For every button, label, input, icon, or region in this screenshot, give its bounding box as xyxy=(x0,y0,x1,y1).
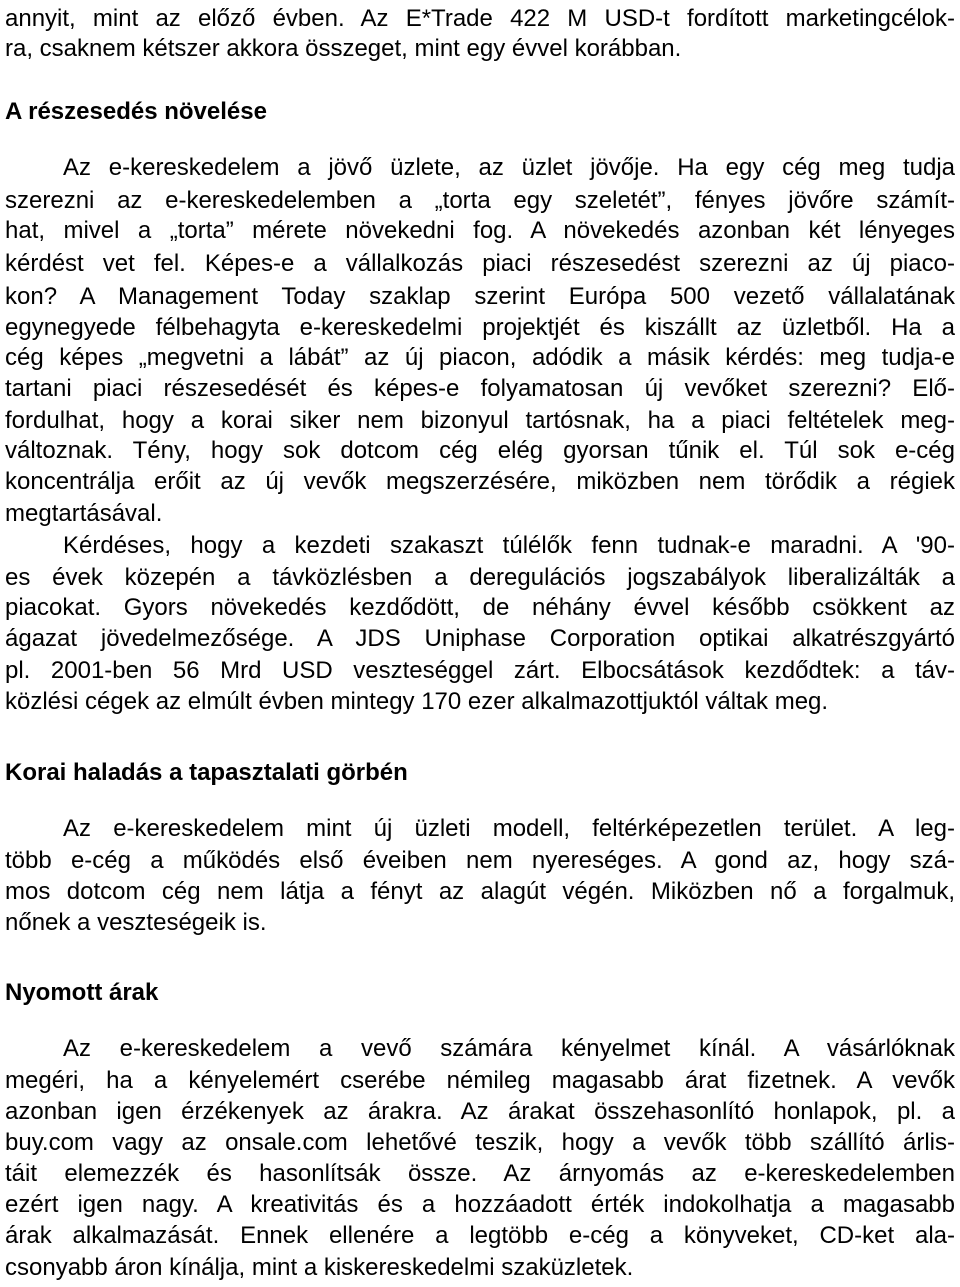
intro-line: ra, csaknem kétszer akkora összeget, mint egy évvel korábban. xyxy=(5,35,682,62)
paragraph-line: egynegyede félbehagyta e-kereskedelmi projektjét és kiszállt az üzletből. Ha a xyxy=(5,314,955,341)
paragraph-line: koncentrálja erőit az új vevők megszerzésére, miközben nem törődik a régiek xyxy=(5,468,955,495)
intro-line: annyit, mint az előző évben. Az E*Trade 422 M USD-t fordított marketingcélok- xyxy=(5,5,955,32)
paragraph-line: mos dotcom cég nem látja a fényt az alagút végén. Miközben nő a forgalmuk, xyxy=(5,878,955,905)
paragraph-line: szerezni az e-kereskedelemben a „torta egy szeletét”, fényes jövőre számít- xyxy=(5,187,955,214)
paragraph-line: megéri, ha a kényelemért cserébe némileg magasabb árat fizetnek. A vevők xyxy=(5,1067,955,1094)
paragraph-line: Az e-kereskedelem a jövő üzlete, az üzlet jövője. Ha egy cég meg tudja xyxy=(63,154,955,181)
paragraph-line: ezért igen nagy. A kreativitás és a hozzáadott érték indokolhatja a magasabb xyxy=(5,1191,955,1218)
paragraph-line: hat, mivel a „torta” mérete növekedni fog. A növekedés azonban két lényeges xyxy=(5,217,955,244)
paragraph-line: megtartásával. xyxy=(5,500,163,527)
paragraph-line: árak alkalmazását. Ennek ellenére a legtöbb e-cég a könyveket, CD-ket ala- xyxy=(5,1222,955,1249)
paragraph-line: nőnek a veszteségeik is. xyxy=(5,909,267,936)
paragraph-line: változnak. Tény, hogy sok dotcom cég elég gyorsan tűnik el. Túl sok e-cég xyxy=(5,437,955,464)
paragraph-line: piacokat. Gyors növekedés kezdődött, de néhány évvel később csökkent az xyxy=(5,594,955,621)
paragraph-line: több e-cég a működés első éveiben nem nyereséges. A gond az, hogy szá- xyxy=(5,847,955,874)
paragraph-line: Az e-kereskedelem mint új üzleti modell, feltérképezetlen terület. A leg- xyxy=(63,815,955,842)
paragraph-line: csonyabb áron kínálja, mint a kiskereskedelmi szaküzletek. xyxy=(5,1254,634,1281)
paragraph-line: pl. 2001-ben 56 Mrd USD veszteséggel zárt. Elbocsátások kezdődtek: a táv- xyxy=(5,657,955,684)
paragraph-line: kérdést vet fel. Képes-e a vállalkozás piaci részesedést szerezni az új piaco- xyxy=(5,250,955,277)
paragraph-line: ágazat jövedelmezősége. A JDS Uniphase Corporation optikai alkatrészgyártó xyxy=(5,625,955,652)
paragraph-line: fordulhat, hogy a korai siker nem bizonyul tartósnak, ha a piaci feltételek meg- xyxy=(5,407,955,434)
paragraph-line: tartani piaci részesedését és képes-e folyamatosan új vevőket szerezni? Elő- xyxy=(5,375,955,402)
paragraph-line: Kérdéses, hogy a kezdeti szakaszt túlélők fenn tudnak-e maradni. A '90- xyxy=(63,532,955,559)
paragraph-line: közlési cégek az elmúlt évben mintegy 170 ezer alkalmazottjuktól váltak meg. xyxy=(5,688,829,715)
section-heading: Korai haladás a tapasztalati görbén xyxy=(5,759,408,786)
paragraph-line: es évek közepén a távközlésben a deregulációs jogszabályok liberalizálták a xyxy=(5,564,955,591)
paragraph-line: azonban igen érzékenyek az árakra. Az árakat összehasonlító honlapok, pl. a xyxy=(5,1098,955,1125)
paragraph-line: táit elemezzék és hasonlítsák össze. Az árnyomás az e-kereskedelemben xyxy=(5,1160,955,1187)
paragraph-line: kon? A Management Today szaklap szerint Európa 500 vezető vállalatának xyxy=(5,283,955,310)
paragraph-line: buy.com vagy az onsale.com lehetővé teszik, hogy a vevők több szállító árlis- xyxy=(5,1129,955,1156)
paragraph-line: cég képes „megvetni a lábát” az új piacon, adódik a másik kérdés: meg tudja-e xyxy=(5,344,955,371)
section-heading: Nyomott árak xyxy=(5,979,159,1006)
section-heading: A részesedés növelése xyxy=(5,98,267,125)
paragraph-line: Az e-kereskedelem a vevő számára kényelmet kínál. A vásárlóknak xyxy=(63,1035,955,1062)
